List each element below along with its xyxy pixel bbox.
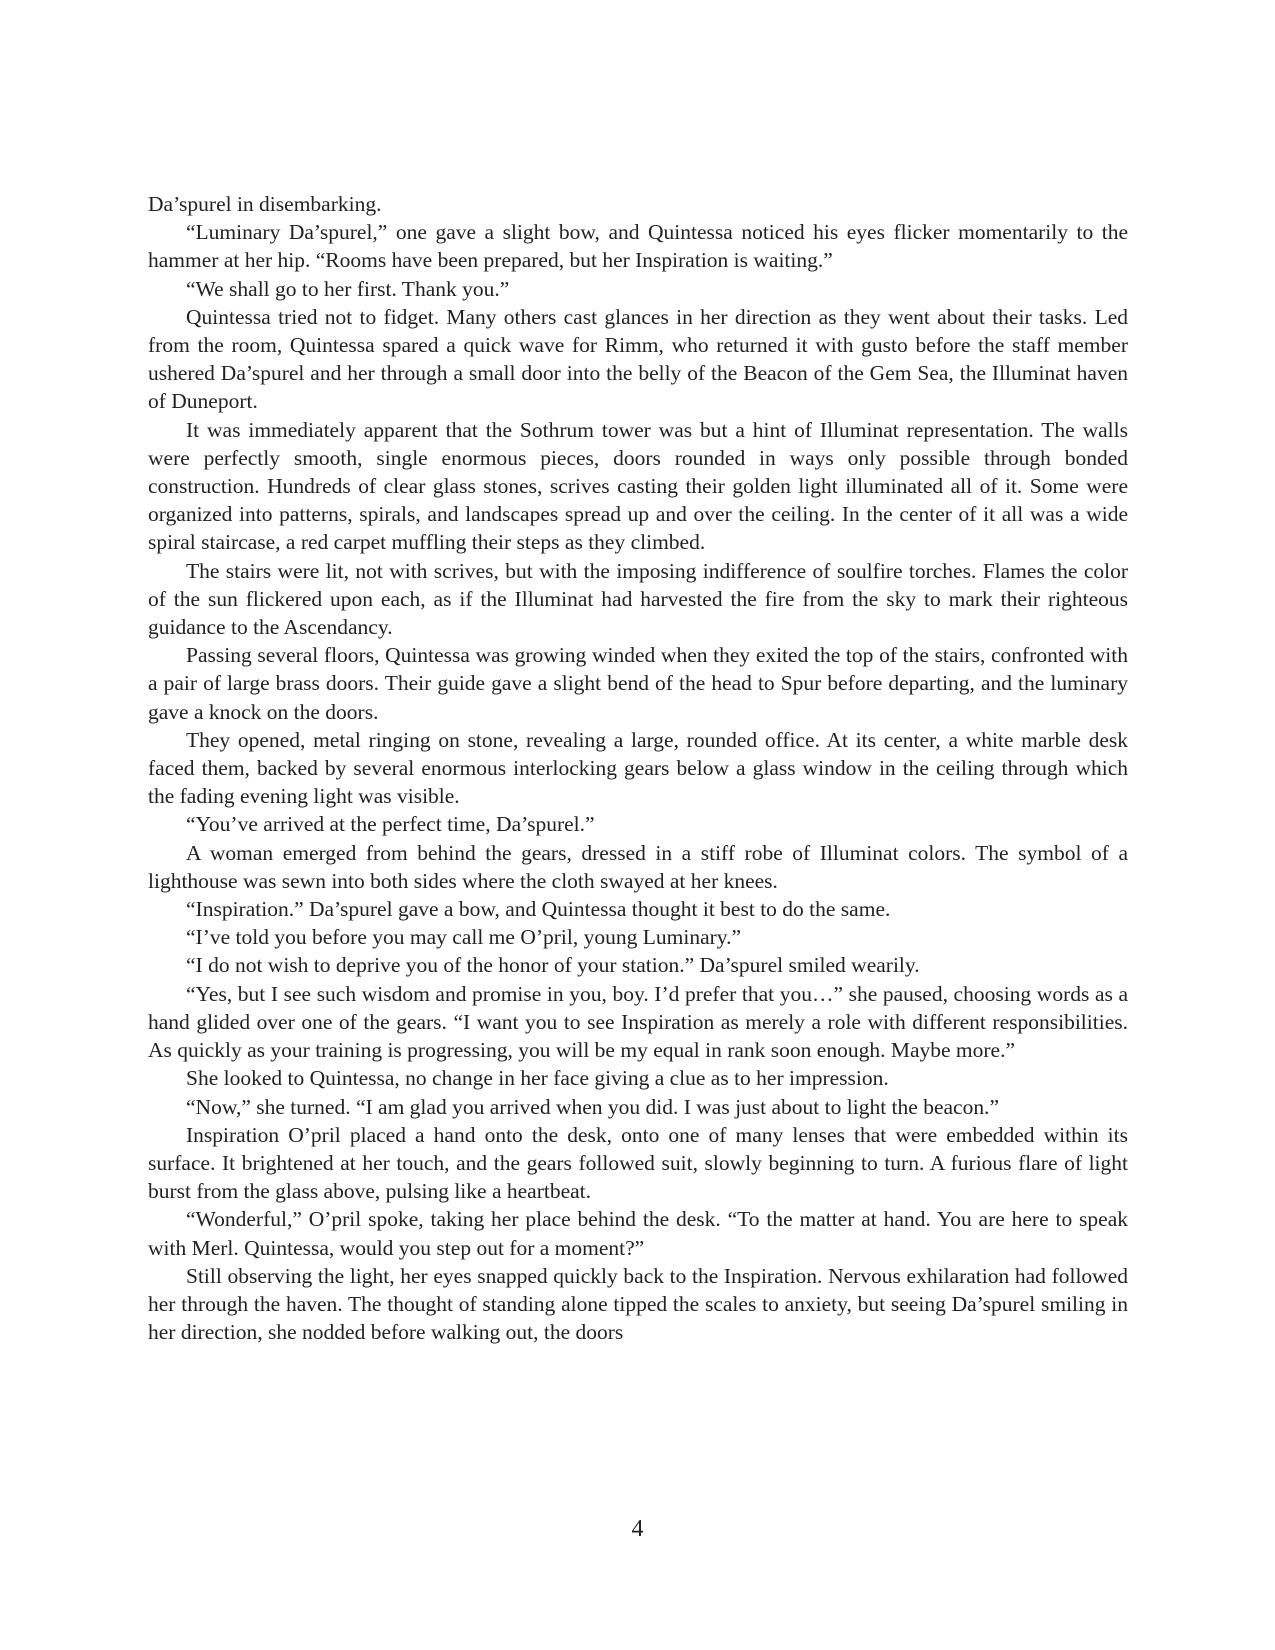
paragraph: The stairs were lit, not with scrives, but with the imposing indifference of soulfire torches. Flames the color of the sun flickered upon each, as if the Illuminat had harvested the fire from the sky to mark their righteous guidance to the Ascendancy.	[148, 558, 1128, 640]
paragraph: Still observing the light, her eyes snapped quickly back to the Inspiration. Nervous exhilaration had followed her through the haven. The thought of standing alone tipped the scales to anxiety, but seeing Da’spurel smiling in her direction, she nodded before walking out, the doors	[148, 1263, 1128, 1345]
paragraph: She looked to Quintessa, no change in her face giving a clue as to her impression.	[186, 1066, 889, 1091]
paragraph: “Now,” she turned. “I am glad you arrived when you did. I was just about to light the beacon.”	[186, 1094, 999, 1119]
paragraph: “Wonderful,” O’pril spoke, taking her place behind the desk. “To the matter at hand. You are here to speak with Merl. Quintessa, would you step out for a moment?”	[148, 1207, 1128, 1260]
paragraph: Quintessa tried not to fidget. Many others cast glances in her direction as they went about their tasks. Led from the room, Quintessa spared a quick wave for Rimm, who returned it with gusto before the staff member ushered Da’spurel and her through a small door into the belly of the Beacon of the Gem Sea, the Illuminat haven of Duneport.	[148, 304, 1128, 414]
paragraph: “I do not wish to deprive you of the honor of your station.” Da’spurel smiled wearily.	[186, 953, 920, 978]
paragraph: It was immediately apparent that the Sothrum tower was but a hint of Illuminat representation. The walls were perfectly smooth, single enormous pieces, doors rounded in ways only possible through bonded construction. Hundreds of clear glass stones, scrives casting their golden light illuminated all of it. Some were organized into patterns, spirals, and landscapes spread up and over the ceiling. In the center of it all was a wide spiral staircase, a red carpet muffling their steps as they climbed.	[148, 417, 1128, 555]
paragraph: Passing several floors, Quintessa was growing winded when they exited the top of the stairs, confronted with a pair of large brass doors. Their guide gave a slight bend of the head to Spur before departing, and the luminary gave a knock on the doors.	[148, 643, 1128, 724]
paragraph: “Inspiration.” Da’spurel gave a bow, and Quintessa thought it best to do the same.	[186, 897, 891, 922]
page-number: 4	[631, 1516, 644, 1542]
paragraph: “Luminary Da’spurel,” one gave a slight bow, and Quintessa noticed his eyes flicker momentarily to the hammer at her hip. “Rooms have been prepared, but her Inspiration is waiting.”	[148, 220, 1128, 273]
body-text	[148, 190, 1128, 1346]
paragraph: “Yes, but I see such wisdom and promise in you, boy. I’d prefer that you…” she paused, choosing words as a hand glided over one of the gears. “I want you to see Inspiration as merely a role with different responsibilities. As quickly as your training is progressing, you will be my equal in rank soon enough. Maybe more.”	[148, 981, 1128, 1063]
paragraph: “You’ve arrived at the perfect time, Da’spurel.”	[186, 812, 595, 837]
paragraph: Inspiration O’pril placed a hand onto the desk, onto one of many lenses that were embedded within its surface. It brightened at her touch, and the gears followed suit, slowly beginning to turn. A furious flare of light burst from the glass above, pulsing like a heartbeat.	[148, 1122, 1128, 1204]
paragraph: A woman emerged from behind the gears, dressed in a stiff robe of Illuminat colors. The symbol of a lighthouse was sewn into both sides where the cloth swayed at her knees.	[148, 840, 1128, 893]
paragraph: “I’ve told you before you may call me O’pril, young Luminary.”	[186, 925, 742, 950]
paragraph: They opened, metal ringing on stone, revealing a large, rounded office. At its center, a white marble desk faced them, backed by several enormous interlocking gears below a glass window in the ceiling through which the fading evening light was visible.	[148, 727, 1128, 809]
paragraph: Da’spurel in disembarking.	[148, 192, 382, 216]
paragraph: “We shall go to her first. Thank you.”	[186, 276, 510, 301]
